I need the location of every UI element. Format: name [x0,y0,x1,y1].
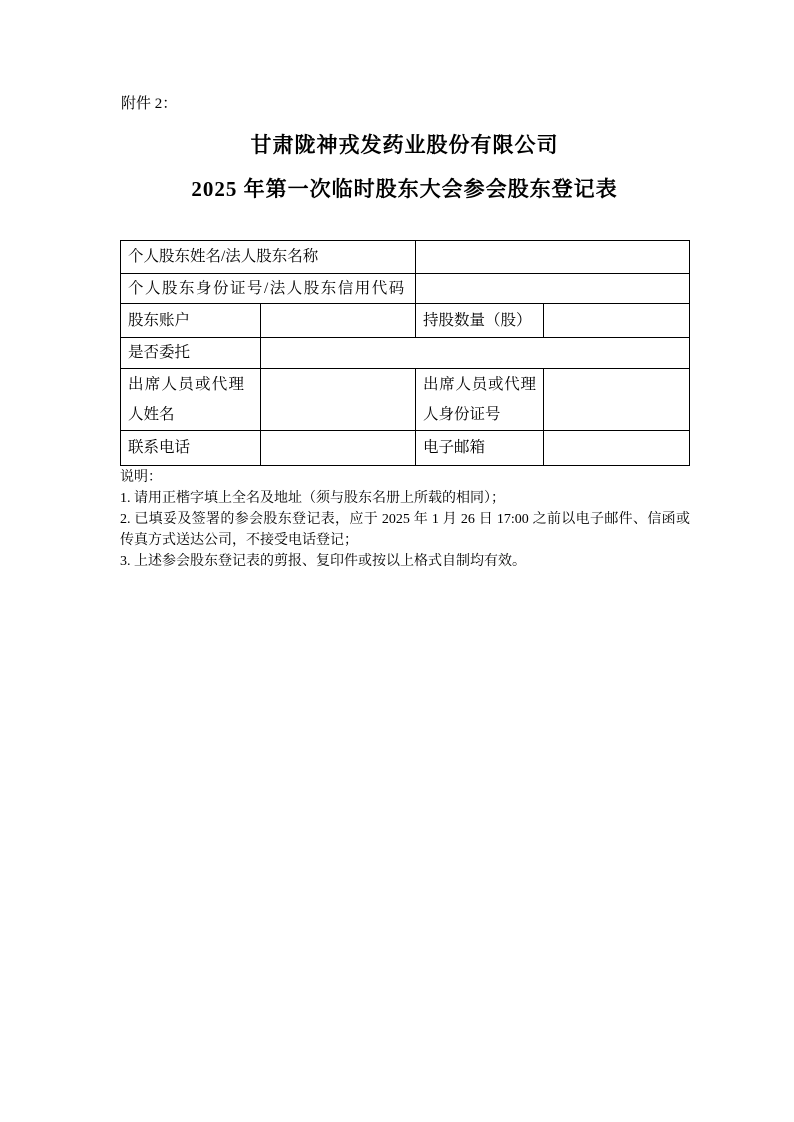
note-item-3: 3. 上述参会股东登记表的剪报、复印件或按以上格式自制均有效。 [120,554,526,569]
notes-section [120,467,690,572]
label-is-proxy: 是否委托 [121,338,261,369]
label-attendee-id [416,369,544,431]
label-shareholder-id: 个人股东身份证号/法人股东信用代码 [121,274,416,304]
label-attendee-name [121,369,261,431]
input-cell-shareholder-account[interactable] [261,304,416,338]
form-title: 2025 年第一次临时股东大会参会股东登记表 [191,177,618,201]
input-cell-is-proxy[interactable] [261,338,690,369]
input-cell-shareholder-name[interactable] [416,241,690,274]
label-shares-held: 持股数量（股） [416,304,544,338]
table-row [121,274,690,304]
table-row [121,338,690,369]
input-cell-attendee-name[interactable] [261,369,416,431]
input-cell-phone[interactable] [261,431,416,466]
note-item-2: 2. 已填妥及签署的参会股东登记表，应于 2025 年 1 月 26 日 17:00 之前以电子邮件、信函或传真方式送达公司，不接受电话登记； [120,512,690,548]
input-cell-attendee-id[interactable] [544,369,690,431]
label-phone: 联系电话 [121,431,261,466]
input-cell-shareholder-id[interactable] [416,274,690,304]
company-title: 甘肃陇神戎发药业股份有限公司 [250,133,559,157]
registration-table [120,240,690,466]
label-attendee-id-text: 出席人员或代理人身份证号 [423,375,536,423]
notes-heading: 说明： [120,470,162,485]
table-row [121,304,690,338]
label-attendee-name-text: 出席人员或代理人姓名 [128,375,244,423]
label-shareholder-account: 股东账户 [121,304,261,338]
note-item-1: 1. 请用正楷字填上全名及地址（须与股东名册上所载的相同）； [120,491,505,506]
label-email: 电子邮箱 [416,431,544,466]
attachment-label: 附件 2： [121,96,178,112]
input-cell-email[interactable] [544,431,690,466]
table-row [121,241,690,274]
table-row [121,431,690,466]
table-row [121,369,690,431]
label-shareholder-name: 个人股东姓名/法人股东名称 [121,241,416,274]
input-cell-shares-held[interactable] [544,304,690,338]
